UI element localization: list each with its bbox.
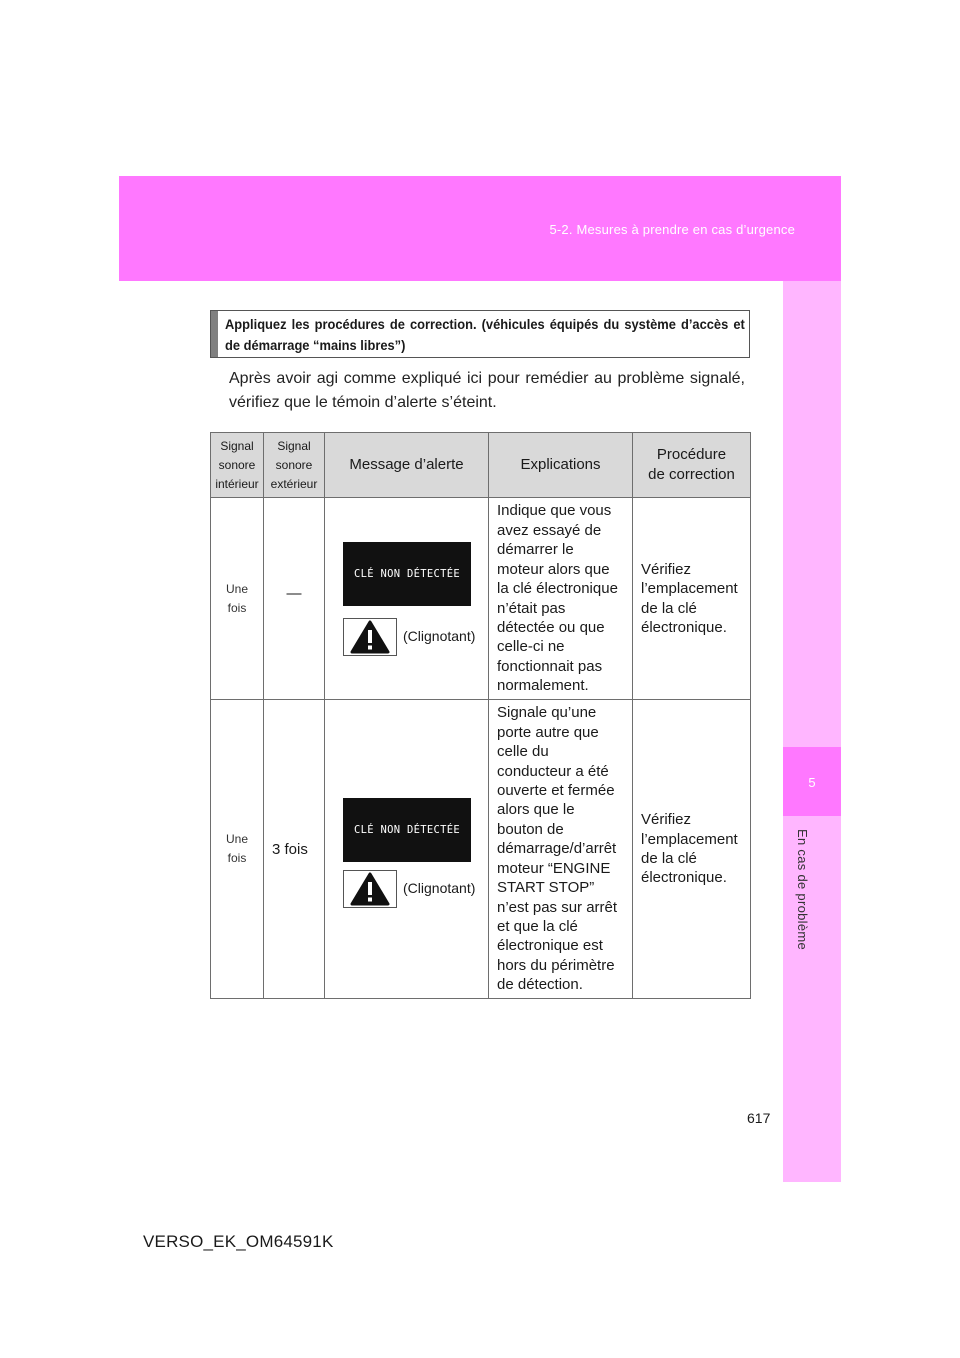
page-number: 617 [747, 1110, 771, 1126]
intro-text: Après avoir agi comme expliqué ici pour remédier au problème signalé, vérifiez que le témoin d’alerte s’éteint. [229, 370, 745, 411]
warning-icon [350, 620, 390, 654]
row1-interior-line2: fois [227, 600, 247, 615]
row2-interior-signal [211, 700, 264, 999]
header-procedure-line1: Procédure [656, 446, 727, 463]
row1-warning-label: (Clignotant) [403, 628, 476, 644]
chapter-number: 5 [808, 775, 816, 790]
chapter-title: En cas de problème [795, 829, 810, 951]
header-exterior-signal [264, 433, 325, 498]
header-interior-signal [211, 433, 264, 498]
section-heading: Appliquez les procédures de correction. (véhicules équipés du système d’accès et de démarrage “mains libres”) [225, 316, 745, 353]
table-header-row [211, 433, 751, 498]
row1-explanation: Indique que vous avez essayé de démarrer le moteur alors que la clé électronique n’était pas détectée ou que celle-ci ne fonctionnait pas normalement. [489, 498, 633, 700]
side-strip [783, 281, 841, 1182]
document-code: VERSO_EK_OM64591K [143, 1232, 334, 1251]
header-band [119, 176, 841, 281]
row1-interior-signal [211, 498, 264, 700]
row2-warning-box [343, 870, 397, 908]
row1-exterior-signal: — [264, 498, 325, 700]
row1-display-text: CLÉ NON DÉTECTÉE [354, 568, 460, 580]
warning-icon [350, 872, 390, 906]
header-interior-line2: sonore [218, 457, 256, 472]
header-interior-line3: intérieur [215, 476, 259, 491]
row1-display [343, 542, 471, 606]
header-procedure-line2: de correction [648, 466, 735, 483]
row2-exterior-signal: 3 fois [264, 700, 325, 999]
row2-explanation: Signale qu’une porte autre que celle du conducteur a été ouverte et fermée alors que le bouton de démarrage/d’arrêt moteur “ENGINE START STOP” n’est pas sur arrêt et que la clé électronique est hors du périmètre de détection. [489, 700, 633, 999]
row2-message [325, 700, 489, 999]
section-heading-box [210, 310, 750, 358]
row1-warning-box [343, 618, 397, 656]
header-procedure [633, 433, 751, 498]
warning-table [210, 432, 751, 999]
header-exterior-line1: Signal [277, 438, 311, 453]
header-message: Message d’alerte [325, 433, 489, 498]
table-row [211, 700, 751, 999]
row2-display-text: CLÉ NON DÉTECTÉE [354, 824, 460, 836]
row1-procedure: Vérifiez l’emplacement de la clé électronique. [633, 498, 751, 700]
section-title: 5-2. Mesures à prendre en cas d’urgence [549, 222, 795, 237]
row2-interior-line1: Une [225, 832, 248, 846]
row1-interior-line1: Une [225, 581, 248, 596]
chapter-tab[interactable] [783, 747, 841, 816]
row2-display [343, 798, 471, 862]
row1-message [325, 498, 489, 700]
header-exterior-line2: sonore [275, 457, 313, 472]
header-exterior-line3: extérieur [270, 476, 318, 491]
header-interior-line1: Signal [220, 438, 254, 453]
heading-bar [211, 311, 218, 357]
table-row [211, 498, 751, 700]
header-explanations: Explications [489, 433, 633, 498]
row2-warning-label: (Clignotant) [403, 880, 476, 896]
row2-interior-line2: fois [227, 851, 247, 865]
row2-procedure: Vérifiez l’emplacement de la clé électronique. [633, 700, 751, 999]
